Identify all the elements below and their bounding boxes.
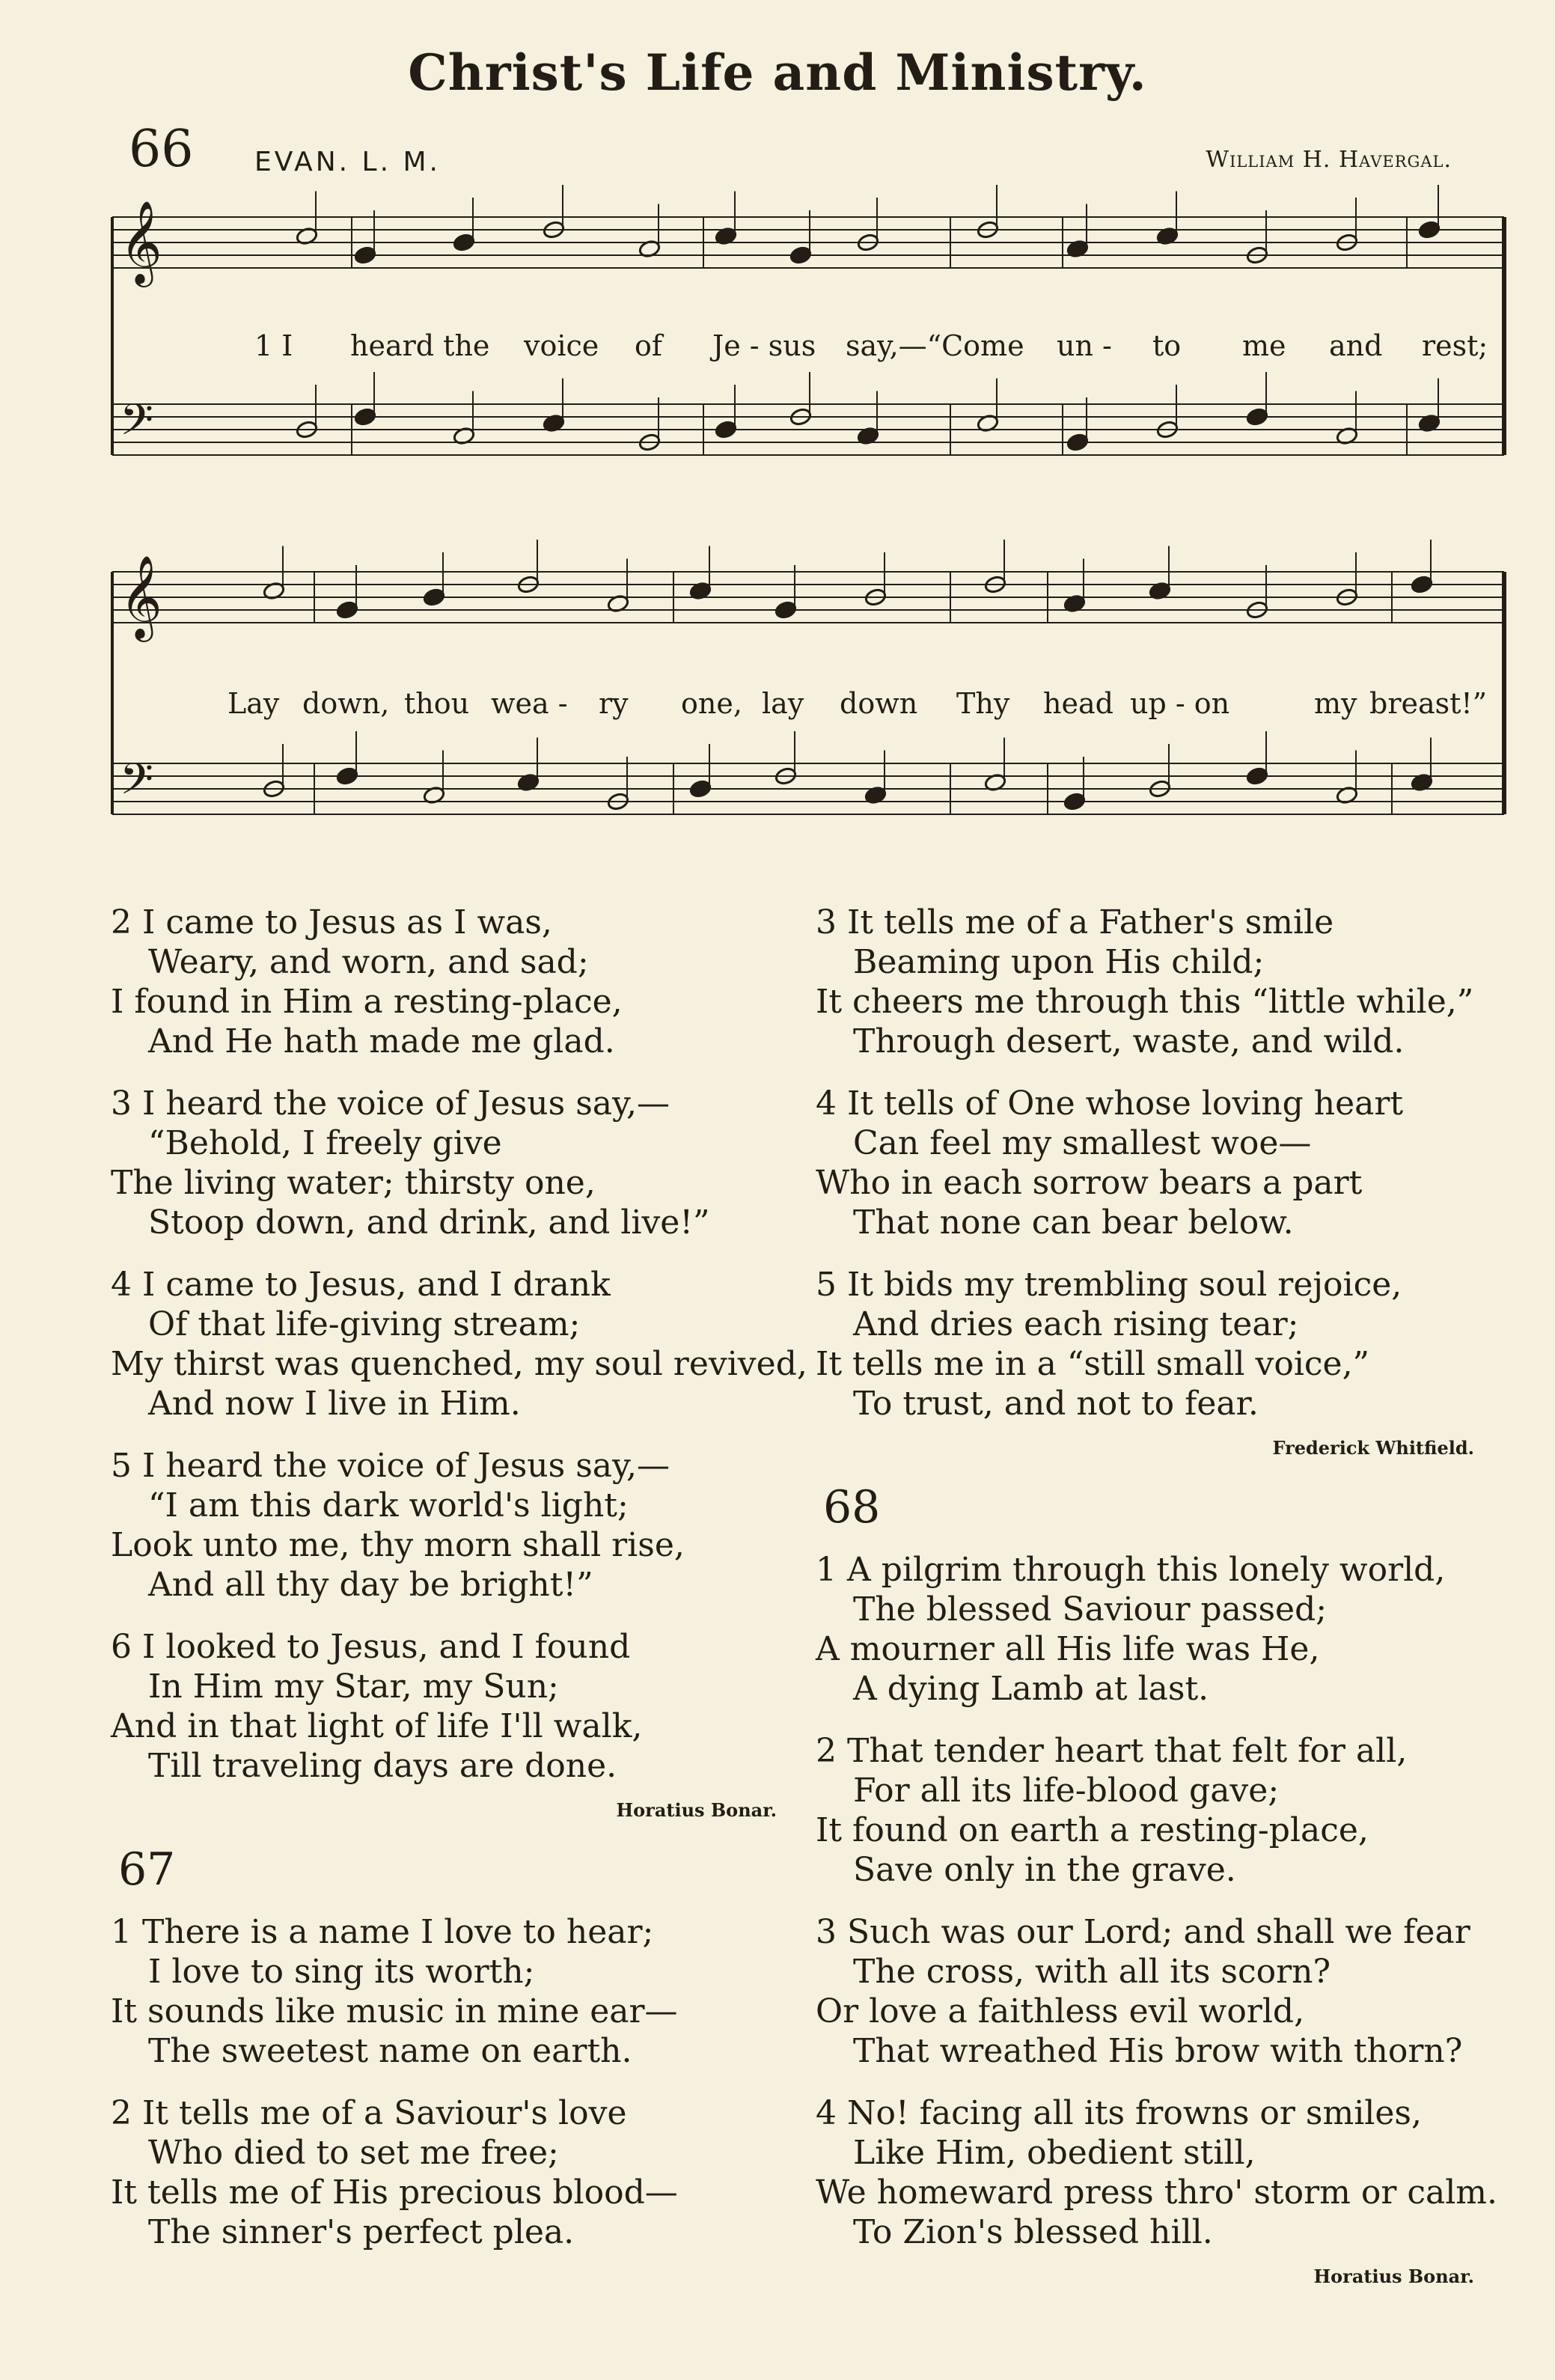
note-head: [336, 766, 359, 786]
note-head: [1411, 575, 1434, 594]
lyric-syllable: say,—“Come: [846, 329, 1024, 362]
verse-line: Can feel my smallest woe—: [853, 1124, 1312, 1162]
verse-line: That none can bear below.: [853, 1203, 1294, 1242]
lyric-syllable: Je - sus: [712, 329, 816, 362]
note-head: [1063, 792, 1087, 811]
note-head: [1246, 407, 1269, 427]
verse-line: I found in Him a resting-place,: [111, 983, 623, 1021]
verse: [111, 2093, 799, 2252]
lyric-syllable: un -: [1057, 329, 1112, 362]
verse-line: 5 It bids my trembling soul rejoice,: [816, 1266, 1402, 1304]
left-column: [111, 903, 807, 2274]
note-head: [715, 420, 738, 439]
verse-line: The sinner's perfect plea.: [148, 2213, 575, 2251]
verse-line: “Behold, I freely give: [148, 1124, 502, 1162]
verse-line: Who died to set me free;: [148, 2134, 559, 2172]
verse: [816, 1731, 1504, 1890]
verse: [111, 1265, 807, 1424]
verse-line: 4 It tells of One whose loving heart: [816, 1084, 1404, 1123]
verse-line: The blessed Saviour passed;: [853, 1590, 1328, 1629]
verse-line: 1 There is a name I love to hear;: [111, 1913, 654, 1951]
verse-line: We homeward press thro' storm or calm.: [816, 2173, 1498, 2212]
verse-line: A dying Lamb at last.: [853, 1670, 1209, 1708]
verse-line: 3 It tells me of a Father's smile: [816, 903, 1334, 942]
verse-line: And in that light of life I'll walk,: [111, 1707, 643, 1745]
lyric-syllable: 1 I: [254, 329, 293, 362]
verse-line: 4 No! facing all its frowns or smiles,: [816, 2094, 1422, 2132]
verse-line: I love to sing its worth;: [148, 1953, 535, 1991]
verse-line: Of that life-giving stream;: [148, 1305, 581, 1343]
verse-line: 6 I looked to Jesus, and I found: [111, 1628, 631, 1666]
lyric-syllable: voice: [524, 329, 599, 362]
note-head: [789, 245, 813, 265]
note-head: [1246, 766, 1269, 786]
lyric-syllable: Thy: [956, 687, 1010, 720]
verse: [816, 1550, 1504, 1709]
verse-line: My thirst was quenched, my soul revived,: [111, 1345, 807, 1383]
author-credit: Horatius Bonar.: [1313, 2265, 1474, 2287]
bass-clef: 𝄢: [120, 754, 154, 815]
verse-line: 2 That tender heart that felt for all,: [816, 1732, 1408, 1770]
verse-line: The sweetest name on earth.: [148, 2032, 632, 2070]
lyric-syllable: and: [1329, 329, 1383, 362]
lyric-syllable: lay: [762, 687, 804, 720]
verse: [111, 1912, 799, 2071]
composer: William H. Havergal.: [1206, 147, 1452, 173]
verse-line: Till traveling days are done.: [148, 1747, 617, 1785]
note-head: [689, 779, 712, 799]
lyric-syllable: up - on: [1130, 687, 1230, 720]
verse-line: 2 It tells me of a Saviour's love: [111, 2094, 627, 2132]
verse-line: A mourner all His life was He,: [816, 1630, 1320, 1668]
verse-line: Through desert, waste, and wild.: [853, 1022, 1405, 1061]
verse-line: That wreathed His brow with thorn?: [853, 2032, 1463, 2070]
verse-line: It sounds like music in mine ear—: [111, 1992, 678, 2030]
verse-line: Weary, and worn, and sad;: [148, 943, 589, 981]
lyric-syllable: breast!”: [1369, 687, 1488, 720]
treble-clef: 𝄞: [120, 200, 162, 284]
verse: [816, 1912, 1504, 2071]
verse-line: 4 I came to Jesus, and I drank: [111, 1266, 611, 1304]
note-head: [354, 407, 377, 427]
verse-line: Like Him, obedient still,: [853, 2134, 1256, 2172]
note-head: [423, 588, 446, 607]
hymn-number-68: 68: [823, 1481, 881, 1534]
verse-line: 3 Such was our Lord; and shall we fear: [816, 1913, 1470, 1951]
verse-line: For all its life-blood gave;: [853, 1772, 1280, 1810]
note-head: [354, 245, 377, 265]
verse-line: In Him my Star, my Sun;: [148, 1667, 559, 1706]
verse: [816, 2093, 1504, 2252]
note-head: [1418, 220, 1441, 239]
lyric-syllable: to: [1152, 329, 1182, 362]
verse: [816, 1265, 1504, 1424]
tune-name: EVAN. L. M.: [254, 147, 441, 177]
note-head: [453, 233, 476, 252]
lyric-syllable: ry: [599, 687, 629, 720]
lyric-syllable: Lay: [227, 687, 280, 720]
verse-line: The living water; thirsty one,: [111, 1164, 596, 1202]
verse-line: And He hath made me glad.: [148, 1022, 615, 1061]
verse-line: To Zion's blessed hill.: [853, 2213, 1213, 2251]
lyric-syllable: me: [1242, 329, 1286, 362]
lyric-syllable: wea -: [491, 687, 568, 720]
verse: [111, 1084, 799, 1242]
verse-line: It tells me in a “still small voice,”: [816, 1345, 1370, 1383]
verse-line: And now I live in Him.: [148, 1385, 521, 1423]
hymn-number-67: 67: [118, 1843, 176, 1896]
verse-line: Or love a faithless evil world,: [816, 1992, 1305, 2030]
verse-line: “I am this dark world's light;: [148, 1486, 629, 1525]
right-column: [816, 903, 1504, 2304]
bass-clef: 𝄢: [120, 394, 154, 456]
verse-line: 1 A pilgrim through this lonely world,: [816, 1551, 1446, 1589]
hymn-number-66: 66: [129, 120, 194, 179]
lyric-syllable: rest;: [1422, 329, 1488, 362]
lyric-syllable: down: [840, 687, 918, 720]
verse-line: 2 I came to Jesus as I was,: [111, 903, 552, 942]
treble-clef: 𝄞: [120, 555, 162, 638]
verse-line: Save only in the grave.: [853, 1851, 1236, 1889]
note-head: [775, 600, 798, 620]
verse-line: Stoop down, and drink, and live!”: [148, 1203, 710, 1242]
music-score: [0, 0, 1555, 883]
lyric-syllable: head: [1043, 687, 1113, 720]
lyric-syllable: heard the: [350, 329, 490, 362]
note-head: [336, 600, 359, 620]
verse-line: 5 I heard the voice of Jesus say,—: [111, 1447, 670, 1485]
verse-line: The cross, with all its scorn?: [853, 1953, 1331, 1991]
note-head: [1066, 433, 1090, 452]
verse-line: It tells me of His precious blood—: [111, 2173, 678, 2212]
lyric-syllable: of: [635, 329, 662, 362]
verse-line: To trust, and not to fear.: [853, 1385, 1259, 1423]
verse: [816, 903, 1504, 1061]
verse-line: 3 I heard the voice of Jesus say,—: [111, 1084, 670, 1123]
verse-line: Who in each sorrow bears a part: [816, 1164, 1363, 1202]
verse-line: It cheers me through this “little while,”: [816, 983, 1474, 1021]
verse-line: Beaming upon His child;: [853, 943, 1265, 981]
verse-line: Look unto me, thy morn shall rise,: [111, 1526, 685, 1564]
verse-line: And all thy day be bright!”: [148, 1566, 593, 1604]
verse-line: It found on earth a resting-place,: [816, 1811, 1369, 1849]
lyric-syllable: my: [1314, 687, 1357, 720]
lyric-syllable: thou: [404, 687, 470, 720]
verse-line: And dries each rising tear;: [853, 1305, 1299, 1343]
lyric-syllable: down,: [302, 687, 390, 720]
verse: [816, 1084, 1504, 1242]
verse: [111, 903, 799, 1061]
verse: [111, 1446, 799, 1605]
lyric-syllable: one,: [681, 687, 742, 720]
author-credit: Frederick Whitfield.: [1272, 1437, 1474, 1459]
section-title: Christ's Life and Ministry.: [408, 43, 1147, 102]
verse: [111, 1627, 799, 1786]
author-credit: Horatius Bonar.: [616, 1799, 777, 1821]
